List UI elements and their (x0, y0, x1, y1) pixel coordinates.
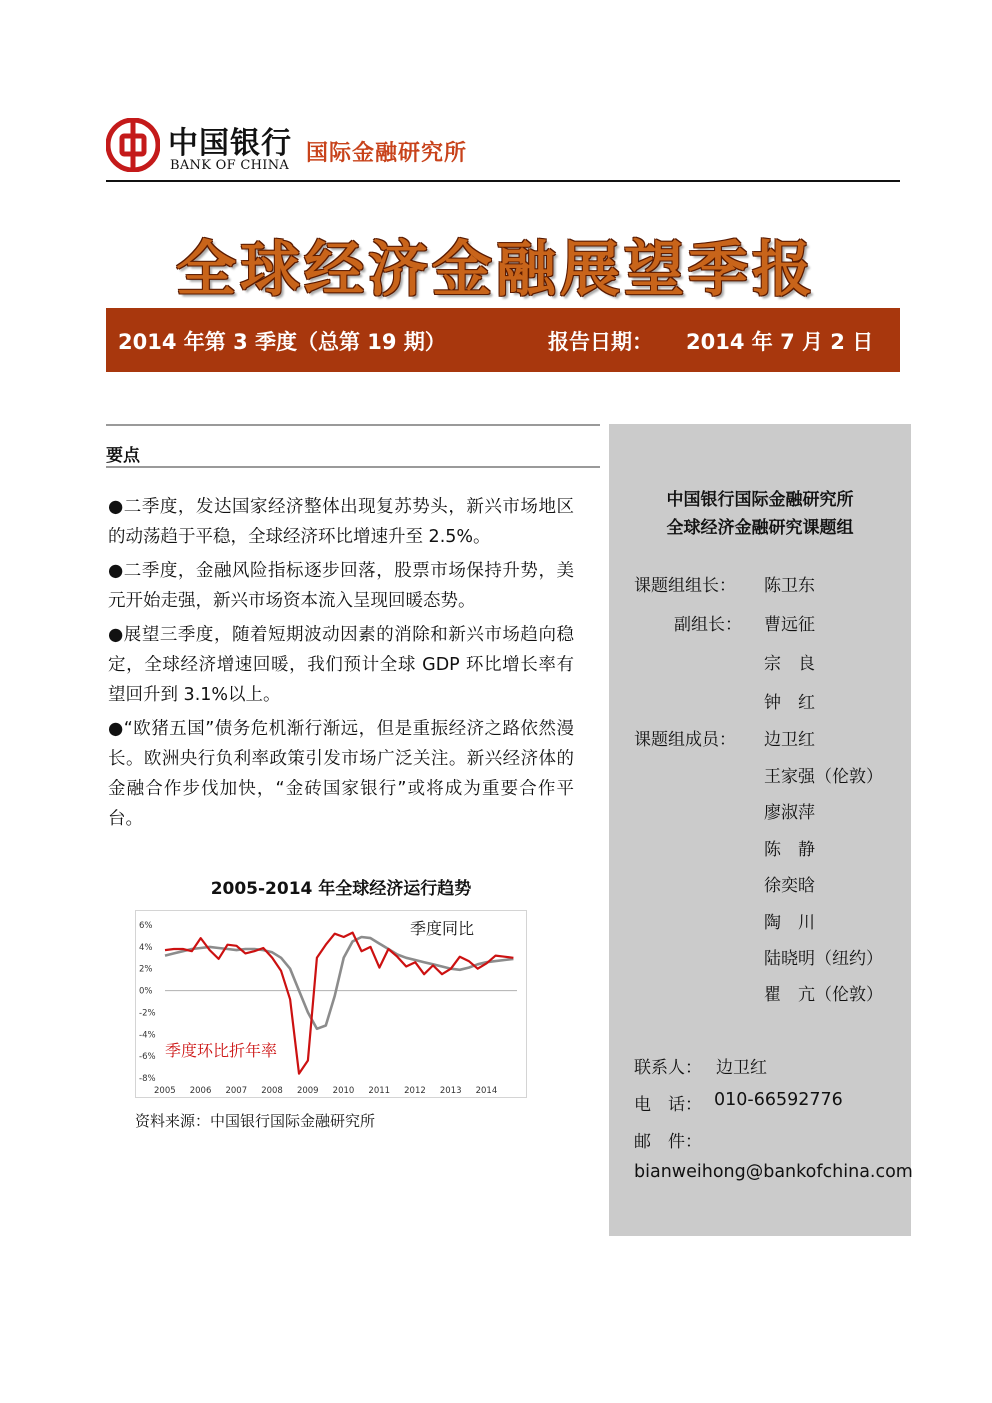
leader-label: 课题组组长： (634, 576, 736, 596)
y-tick-label: -2% (139, 1008, 156, 1019)
research-group-name: 全球经济金融研究课题组 (666, 518, 854, 538)
contact-name: 边卫红 (716, 1058, 767, 1078)
member-name: 陆晓明（纽约） (764, 949, 883, 969)
phone-number: 010-66592776 (714, 1090, 843, 1110)
y-tick-label: 4% (139, 942, 153, 953)
x-tick-label: 2010 (332, 1086, 355, 1096)
deputy-name: 钟 红 (764, 693, 815, 713)
y-tick-label: 0% (139, 986, 153, 997)
phone-label: 电 话： (634, 1095, 702, 1115)
member-name: 陶 川 (764, 913, 815, 933)
member-name: 廖淑萍 (764, 803, 815, 823)
deputy-label: 副组长： (674, 615, 742, 635)
y-tick-label: -6% (139, 1052, 156, 1063)
x-tick-label: 2011 (368, 1086, 391, 1096)
chart-title: 2005-2014 年全球经济运行趋势 (210, 879, 472, 899)
x-tick-label: 2012 (404, 1086, 426, 1096)
key-point-item: ●“欧猪五国”债务危机渐行渐远，但是重振经济之路依然漫长。欧洲央行负利率政策引发市场广泛关注。新兴经济体的金融合作步伐加快，“金砖国家银行”或将成为重要合作平台。 (108, 719, 574, 829)
key-points-heading: 要点 (106, 446, 140, 466)
member-name: 瞿 亢（伦敦） (764, 985, 883, 1005)
key-point-item: ●二季度，发达国家经济整体出现复苏势头，新兴市场地区的动荡趋于平稳，全球经济环比增速升至 2.5%。 (108, 497, 574, 547)
deputy-name: 宗 良 (764, 654, 815, 674)
member-name: 王家强（伦敦） (764, 767, 883, 787)
legend-qoq-label: 季度环比折年率 (165, 1041, 278, 1060)
x-tick-label: 2013 (439, 1086, 462, 1096)
x-tick-label: 2009 (296, 1086, 319, 1096)
y-tick-label: 6% (139, 921, 153, 931)
member-name: 陈 静 (764, 840, 815, 860)
report-date: 2014 年 7 月 2 日 (686, 330, 874, 354)
x-tick-label: 2006 (189, 1086, 212, 1096)
key-points-top-divider (106, 424, 600, 426)
x-tick-label: 2005 (154, 1086, 176, 1096)
y-tick-label: -4% (139, 1030, 156, 1041)
bank-name-en: BANK OF CHINA (170, 158, 290, 173)
key-points-list (108, 492, 574, 838)
y-tick-label: 2% (139, 964, 153, 975)
members-label: 课题组成员： (634, 730, 736, 750)
legend-yoy-label: 季度同比 (410, 919, 475, 938)
institute-name: 国际金融研究所 (306, 141, 468, 166)
email-label: 邮 件： (634, 1132, 702, 1152)
report-title: 全球经济金融展望季报 (176, 235, 816, 305)
research-org-name: 中国银行国际金融研究所 (666, 490, 854, 510)
leader-name: 陈卫东 (764, 576, 815, 596)
chart-source: 资料来源：中国银行国际金融研究所 (135, 1112, 376, 1130)
deputy-name: 曹远征 (764, 615, 815, 635)
y-tick-label: -8% (139, 1074, 156, 1084)
member-name: 徐奕晗 (764, 876, 815, 896)
key-points-bottom-divider (106, 466, 600, 468)
key-point-item: ●二季度，金融风险指标逐步回落，股票市场保持升势，美元开始走强，新兴市场资本流入呈现回暖态势。 (108, 561, 574, 611)
header-divider (106, 180, 900, 182)
x-tick-label: 2007 (225, 1086, 248, 1096)
x-tick-label: 2014 (475, 1086, 498, 1096)
member-name: 边卫红 (764, 730, 815, 750)
report-date-label: 报告日期： (548, 330, 653, 354)
x-tick-label: 2008 (261, 1086, 283, 1096)
key-point-item: ●展望三季度，随着短期波动因素的消除和新兴市场趋向稳定，全球经济增速回暖，我们预计全球 GDP 环比增长率有望回升到 3.1%以上。 (108, 625, 574, 705)
bank-of-china-logo-icon (106, 118, 160, 172)
bank-name-cn: 中国银行 (168, 126, 292, 161)
economy-trend-chart (135, 910, 527, 1098)
contact-label: 联系人： (634, 1058, 702, 1078)
issue-number: 2014 年第 3 季度（总第 19 期） (118, 330, 446, 354)
email-link[interactable]: bianweihong@bankofchina.com (634, 1162, 913, 1182)
